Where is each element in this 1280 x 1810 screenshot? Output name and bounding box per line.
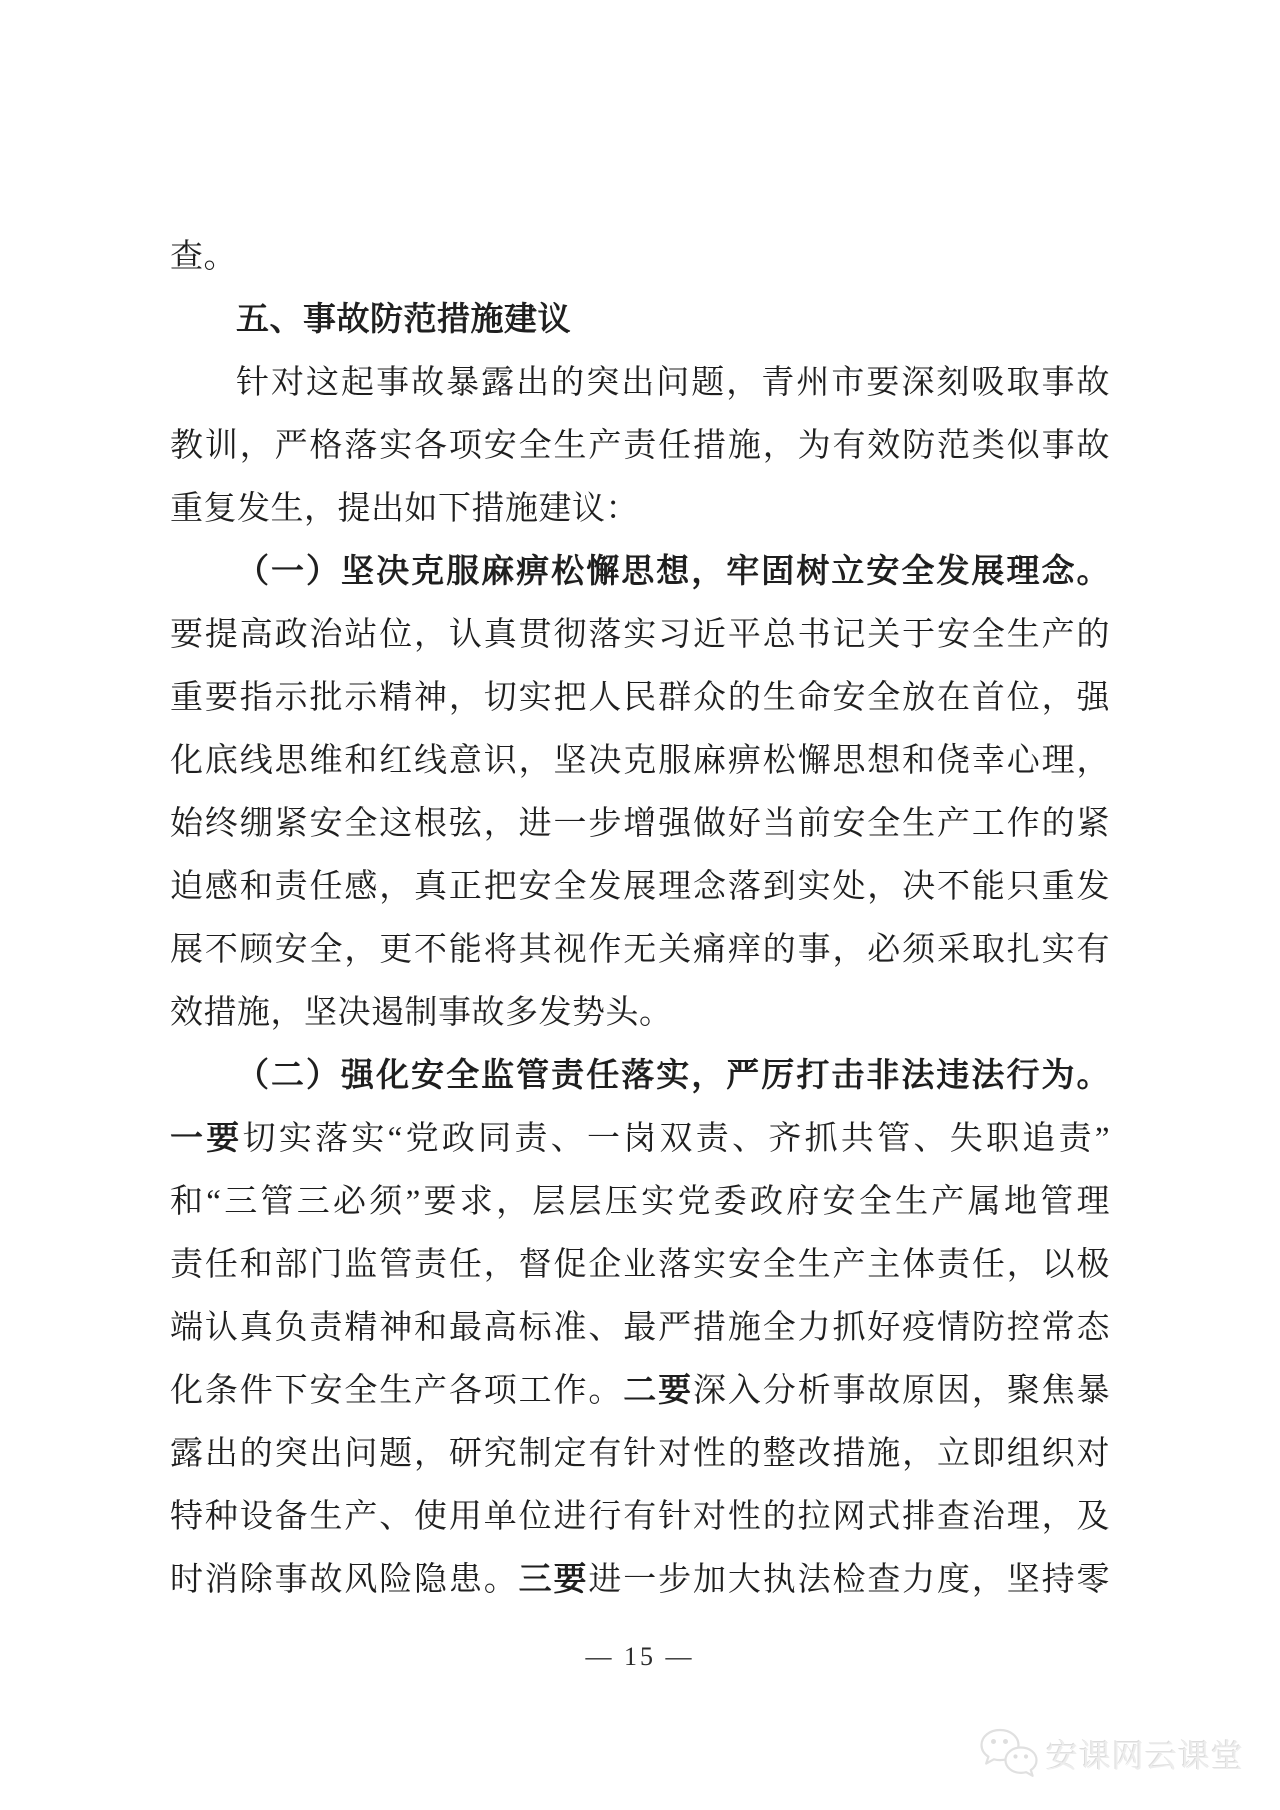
text-segment: 特种设备生产、使用单位进行有针对性的拉网式排查治理，及 bbox=[170, 1499, 1110, 1535]
text-line bbox=[170, 1486, 1110, 1549]
text-segment: 化底线思维和红线意识，坚决克服麻痹松懈思想和侥幸心理， bbox=[170, 743, 1110, 779]
watermark bbox=[978, 1726, 1244, 1782]
bold-text-segment: 二要 bbox=[623, 1373, 693, 1409]
text-segment: 要提高政治站位，认真贯彻落实习近平总书记关于安全生产的 bbox=[170, 617, 1110, 653]
watermark-text: 安课网云课堂 bbox=[1045, 1738, 1244, 1774]
text-line bbox=[170, 541, 1110, 604]
text-line bbox=[170, 1108, 1110, 1171]
text-segment: 查。 bbox=[170, 239, 237, 275]
text-line bbox=[170, 478, 1110, 541]
text-segment: 和“三管三必须”要求，层层压实党委政府安全生产属地管理 bbox=[170, 1184, 1110, 1220]
text-segment: 重复发生，提出如下措施建议： bbox=[170, 491, 639, 527]
text-line bbox=[170, 604, 1110, 667]
text-segment: 露出的突出问题，研究制定有针对性的整改措施，立即组织对 bbox=[170, 1436, 1110, 1472]
text-line bbox=[170, 1234, 1110, 1297]
text-line bbox=[170, 352, 1110, 415]
text-segment: 效措施，坚决遏制事故多发势头。 bbox=[170, 995, 673, 1031]
bold-text-segment: 三要 bbox=[518, 1562, 589, 1598]
text-segment: 化条件下安全生产各项工作。 bbox=[170, 1373, 624, 1409]
text-segment: 迫感和责任感，真正把安全发展理念落到实处，决不能只重发 bbox=[170, 869, 1110, 905]
text-line bbox=[170, 982, 1110, 1045]
text-line bbox=[170, 1297, 1110, 1360]
bold-text-segment: （二）强化安全监管责任落实，严厉打击非法违法行为。 bbox=[236, 1058, 1110, 1094]
text-segment: 切实落实“党政同责、一岗双责、齐抓共管、失职追责” bbox=[242, 1121, 1111, 1157]
text-line bbox=[170, 1171, 1110, 1234]
text-segment: 重要指示批示精神，切实把人民群众的生命安全放在首位，强 bbox=[170, 680, 1110, 716]
text-segment: 教训，严格落实各项安全生产责任措施，为有效防范类似事故 bbox=[170, 428, 1110, 464]
text-line bbox=[170, 289, 1110, 352]
text-line bbox=[170, 793, 1110, 856]
text-segment: 时消除事故风险隐患。 bbox=[170, 1562, 519, 1598]
text-segment: 进一步加大执法检查力度，坚持零 bbox=[588, 1562, 1111, 1598]
text-line bbox=[170, 1423, 1110, 1486]
text-line bbox=[170, 226, 1110, 289]
document-body bbox=[170, 226, 1110, 1612]
text-segment: 针对这起事故暴露出的突出问题，青州市要深刻吸取事故 bbox=[236, 365, 1110, 401]
text-line bbox=[170, 856, 1110, 919]
bold-text-segment: （一）坚决克服麻痹松懈思想，牢固树立安全发展理念。 bbox=[236, 554, 1110, 590]
text-line bbox=[170, 667, 1110, 730]
text-line bbox=[170, 919, 1110, 982]
text-line bbox=[170, 730, 1110, 793]
wechat-chat-bubbles-icon bbox=[978, 1726, 1040, 1782]
page-number: — 15 — bbox=[585, 1642, 695, 1671]
text-line bbox=[170, 1549, 1110, 1612]
text-segment: 深入分析事故原因，聚焦暴 bbox=[692, 1373, 1111, 1409]
text-segment: 展不顾安全，更不能将其视作无关痛痒的事，必须采取扎实有 bbox=[170, 932, 1110, 968]
text-line bbox=[170, 415, 1110, 478]
text-segment: 端认真负责精神和最高标准、最严措施全力抓好疫情防控常态 bbox=[170, 1310, 1110, 1346]
text-segment: 责任和部门监管责任，督促企业落实安全生产主体责任，以极 bbox=[170, 1247, 1110, 1283]
text-line bbox=[170, 1045, 1110, 1108]
text-segment: 始终绷紧安全这根弦，进一步增强做好当前安全生产工作的紧 bbox=[170, 806, 1110, 842]
bold-text-segment: 五、事故防范措施建议 bbox=[236, 302, 571, 338]
text-line bbox=[170, 1360, 1110, 1423]
bold-text-segment: 一要 bbox=[170, 1121, 243, 1157]
